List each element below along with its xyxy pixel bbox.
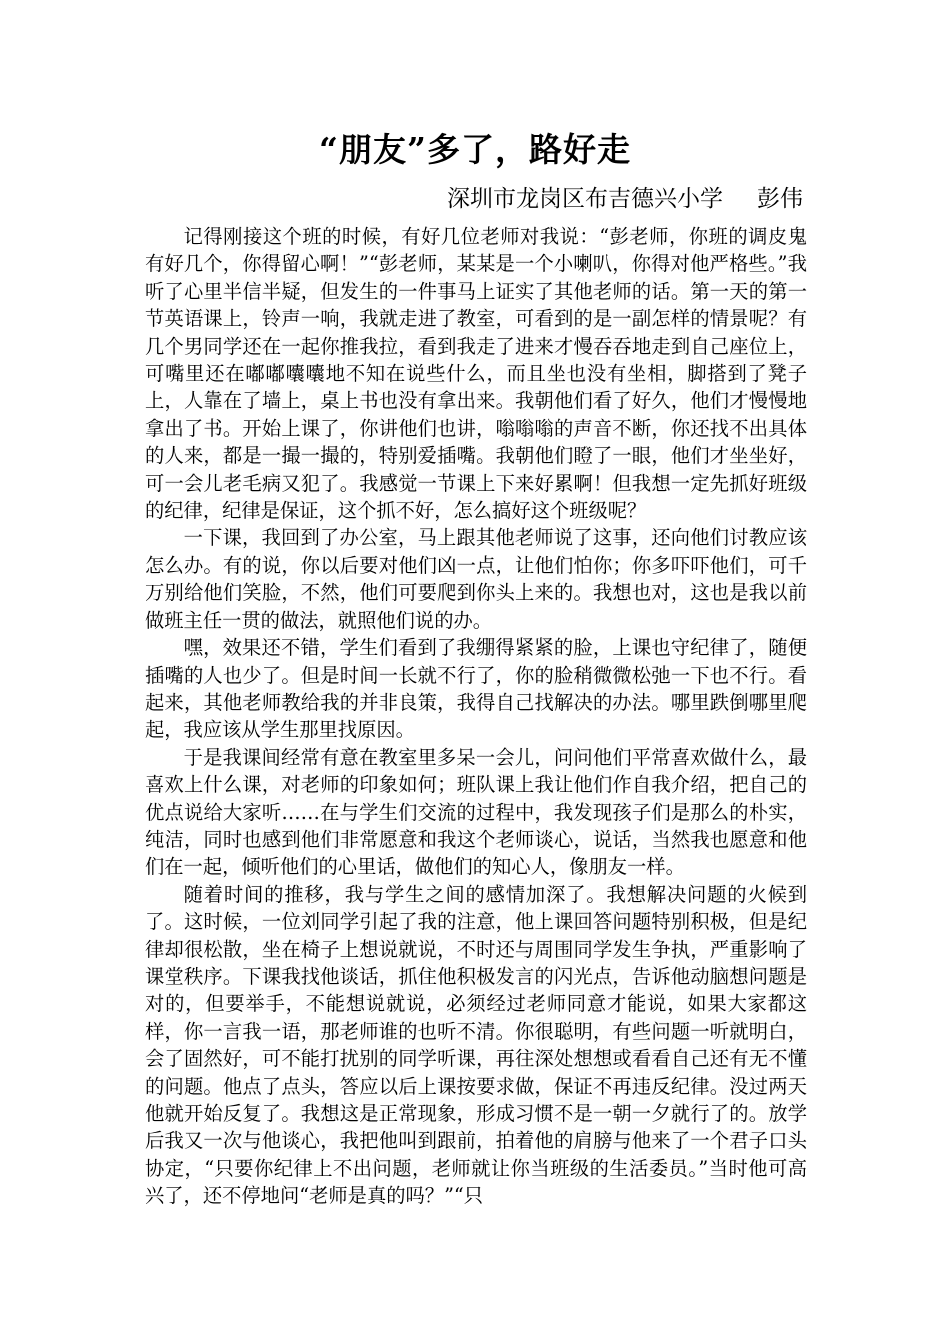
paragraph-3: 嘿，效果还不错，学生们看到了我绷得紧紧的脸，上课也守纪律了，随便插嘴的人也少了。但是时间一长就不行了，你的脸稍微微松弛一下也不行。看起来，其他老师教给我的并非良策，我得自己找解决的办法。哪里跌倒哪里爬起，我应该从学生那里找原因。 — [145, 636, 807, 742]
document-title: “朋友”多了，路好走 — [319, 130, 631, 169]
author-name: 彭伟 — [757, 186, 803, 212]
paragraph-4: 于是我课间经常有意在教室里多呆一会儿，问问他们平常喜欢做什么，最喜欢上什么课，对老师的印象如何；班队课上我让他们作自我介绍，把自己的优点说给大家听……在与学生们交流的过程中，我发现孩子们是那么的朴实，纯洁，同时也感到他们非常愿意和我这个老师谈心，说话，当然我也愿意和他们在一起，倾听他们的心里话，做他们的知心人，像朋友一样。 — [145, 745, 807, 879]
paragraph-1: 记得刚接这个班的时候，有好几位老师对我说：“彭老师，你班的调皮鬼有好几个，你得留心啊！”“彭老师，某某是一个小喇叭，你得对他严格些。”我听了心里半信半疑，但发生的一件事马上证实了其他老师的话。第一天的第一节英语课上，铃声一响，我就走进了教室，可看到的是一副怎样的情景呢？有几个男同学还在一起你推我拉，看到我走了进来才慢吞吞地走到自己座位上，可嘴里还在嘟嘟囔囔地不知在说些什么，而且坐也没有坐相，脚搭到了凳子上，人靠在了墙上，桌上书也没有拿出来。我朝他们看了好久，他们才慢慢地拿出了书。开始上课了，你讲他们也讲，嗡嗡嗡的声音不断，你还找不出具体的人来，都是一撮一撮的，特别爱插嘴。我朝他们瞪了一眼，他们才坐坐好，可一会儿老毛病又犯了。我感觉一节课上下来好累啊！但我想一定先抓好班级的纪律，纪律是保证，这个抓不好，怎么搞好这个班级呢？ — [145, 225, 807, 523]
author-line — [447, 182, 803, 216]
document-body — [145, 223, 807, 1210]
paragraph-5: 随着时间的推移，我与学生之间的感情加深了。我想解决问题的火候到了。这时候，一位刘同学引起了我的注意，他上课回答问题特别积极，但是纪律却很松散，坐在椅子上想说就说，不时还与周围同学发生争执，严重影响了课堂秩序。下课我找他谈话，抓住他积极发言的闪光点，告诉他动脑想问题是对的，但要举手，不能想说就说，必须经过老师同意才能说，如果大家都这样，你一言我一语，那老师谁的也听不清。你很聪明，有些问题一听就明白，会了固然好，可不能打扰别的同学听课，再往深处想想或看看自己还有无不懂的问题。他点了点头，答应以后上课按要求做，保证不再违反纪律。没过两天他就开始反复了。我想这是正常现象，形成习惯不是一朝一夕就行了的。放学后我又一次与他谈心，我把他叫到跟前，拍着他的肩膀与他来了一个君子口头协定，“只要你纪律上不出问题，老师就让你当班级的生活委员。”当时他可高兴了，还不停地问“老师是真的吗？”“只 — [145, 882, 807, 1208]
author-school: 深圳市龙岗区布吉德兴小学 — [447, 186, 723, 212]
paragraph-2: 一下课，我回到了办公室，马上跟其他老师说了这事，还向他们讨教应该怎么办。有的说，你以后要对他们凶一点，让他们怕你；你多吓吓他们，可千万别给他们笑脸，不然，他们可要爬到你头上来的。我想也对，这也是我以前做班主任一贯的做法，就照他们说的办。 — [145, 526, 807, 632]
